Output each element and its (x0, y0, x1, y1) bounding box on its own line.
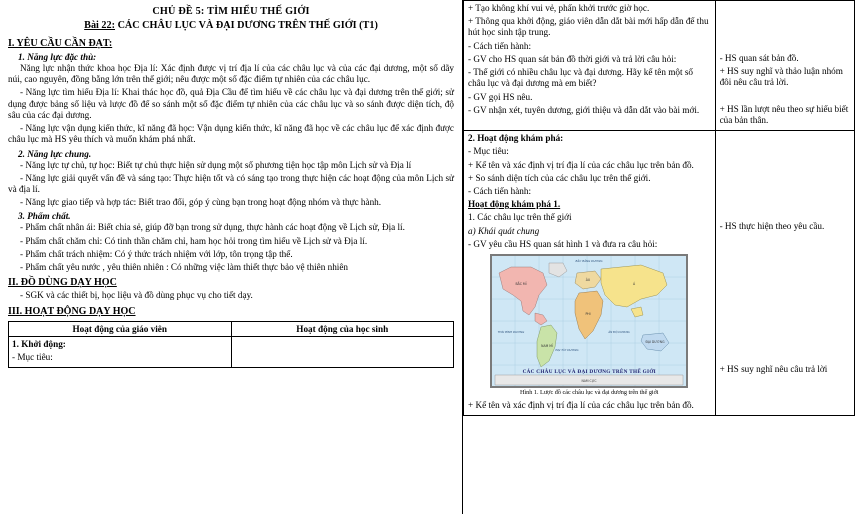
bai-heading (8, 20, 454, 31)
table-cell-teacher (9, 336, 232, 367)
kp-activity-title: Hoạt động khám phá 1. (468, 199, 561, 210)
map-label-nam-cuc: NAM CỰC (581, 379, 597, 384)
world-map-svg (491, 255, 687, 387)
spacer-5 (720, 133, 850, 219)
kp-muc-tieu: - Mục tiêu: (468, 146, 509, 157)
world-map-figure (490, 254, 688, 388)
table-row (464, 131, 855, 416)
section-heading-2: II. ĐỒ DÙNG DẠY HỌC (8, 277, 117, 289)
map-caption: Hình 1. Lược đồ các châu lục và đại dương trên thế giới (519, 389, 659, 397)
table-header-student: Hoạt động của học sinh (231, 321, 454, 336)
map-label-thai-binh-duong: THÁI BÌNH DƯƠNG (497, 330, 525, 335)
right-line-0: + Tạo không khí vui vẻ, phấn khởi trước giờ học. (468, 3, 650, 13)
paragraph-1-2-3: - Năng lực giao tiếp và hợp tác: Biết trao đổi, góp ý cùng bạn trong hoạt động nhóm và thực hành. (20, 197, 382, 208)
kp-a3-response: - HS thực hiện theo yêu cầu. (719, 221, 825, 232)
paragraph-1-1-3: - Năng lực vận dụng kiến thức, kĩ năng đã học: Vận dụng kiến thức, kĩ năng đã học về các châu lục để xác định được châu lục mà HS yêu thích và muốn khám phá nhất. (8, 123, 454, 145)
map-label-bac-mi: BẮC MĨ (515, 282, 527, 287)
spacer-2 (720, 16, 850, 38)
paragraph-1-3-1: - Phẩm chất nhân ái: Biết chia sẻ, giúp đỡ bạn trong sử dụng, thực hành các hoạt động về Lịch sử, Địa lí. (20, 222, 405, 233)
paragraph-1-1-2: - Năng lực tìm hiểu Địa lí: Khai thác học đồ, quả Địa Cầu để tìm hiểu về các châu lục và đại dương trên thế giới; sử dụng được bảng số liệu và lược đồ để so sánh một số đặc điểm tự nhiên của các châu lục và so sánh được diện tích, độ sâu của các đại dương. (8, 87, 454, 120)
table-row (9, 336, 454, 367)
teacher-cell-2 (464, 131, 716, 416)
map-label-au: ÂU (586, 278, 591, 283)
right-line-4: - Thế giới có nhiều châu lục và đại dương. Hãy kể tên một số châu lục và đại dương mà em biết? (468, 67, 694, 89)
student-cell-2 (715, 131, 854, 416)
kp-cach-tien-hanh: - Cách tiến hành: (468, 185, 532, 196)
map-label-a: Á (633, 282, 636, 287)
subheading-1-1: 1. Năng lực đặc thù: (18, 52, 97, 62)
kp-a1: 1. Các châu lục trên thế giới (468, 212, 572, 223)
paragraph-1-1-1: Năng lực nhận thức khoa học Địa lí: Xác định được vị trí địa lí của các châu lục và của các đại dương, một số dãy núi, cao nguyên, đồng bằng lớn trên thế giới; nêu được một số đặc điểm tự nhiên của các châu lục. (8, 63, 454, 85)
kp-a4: + Kể tên và xác định vị trí địa lí của các châu lục trên bản đồ. (468, 399, 694, 410)
activity-label-khoi-dong: 1. Khởi động: (12, 338, 66, 349)
paragraph-1-2-1: - Năng lực tự chủ, tự học: Biết tự chủ thực hiện sử dụng một số phương tiện học tập môn Lịch sử và Địa lí (20, 159, 412, 170)
spacer-1 (720, 3, 850, 14)
table-row (464, 1, 855, 131)
activity-muc-tieu: - Mục tiêu: (12, 351, 53, 362)
lesson-activity-table (8, 321, 454, 368)
spacer-6 (720, 234, 850, 362)
right-line-5: - GV gọi HS nêu. (468, 91, 533, 102)
map-label-dai-duong: ĐẠI DƯƠNG (645, 340, 665, 345)
kp-muc-tieu-2: + So sánh diện tích của các châu lục trên thế giới. (468, 172, 651, 183)
bai-title: CÁC CHÂU LỤC VÀ ĐẠI DƯƠNG TRÊN THẾ GIỚI (T1) (117, 20, 378, 31)
kp-a4-response: + HS suy nghĩ nêu câu trả lời (719, 364, 828, 375)
kp-muc-tieu-1: + Kể tên và xác định vị trí địa lí của các châu lục trên bản đồ. (468, 159, 694, 170)
table-header-teacher: Hoạt động của giáo viên (9, 321, 232, 336)
right-line-2: - Cách tiến hành: (468, 40, 532, 51)
paragraph-1-3-2: - Phẩm chất chăm chỉ: Có tinh thần chăm chỉ, ham học hỏi trong tìm hiểu về Lịch sử và Địa lí. (20, 235, 368, 246)
kp-a2: a) Khái quát chung (468, 225, 540, 236)
map-label-an-do-duong: ẤN ĐỘ DƯƠNG (608, 330, 631, 335)
subheading-1-2: 2. Năng lực chung. (18, 148, 92, 159)
map-label-phi: PHI (585, 312, 591, 317)
right-line-1: + Thông qua khởi động, giáo viên dẫn dắt bài mới hấp dẫn để thu hút học sinh tập trung. (468, 16, 709, 38)
right-resp-6: + HS lần lượt nêu theo sự hiểu biết của bản thân. (719, 103, 849, 125)
right-column (462, 0, 855, 514)
subheading-1-3: 3. Phẩm chất. (18, 211, 71, 222)
map-label-bac-bang-duong: BẮC BĂNG DƯƠNG (575, 259, 603, 264)
section-heading-3: III. HOẠT ĐỘNG DẠY HỌC (8, 305, 136, 317)
section-heading-1: I. YÊU CẦU CẦN ĐẠT: (8, 38, 113, 49)
spacer-4 (720, 91, 850, 102)
paragraph-2-1: - SGK và các thiết bị, học liệu và đồ dùng phục vụ cho tiết dạy. (20, 290, 253, 301)
right-resp-4: + HS suy nghĩ và thảo luận nhóm đôi nêu câu trả lời. (719, 66, 843, 88)
table-header-row (9, 321, 454, 336)
map-label-nam-mi: NAM MĨ (541, 344, 554, 349)
paragraph-1-3-4: - Phẩm chất yêu nước , yêu thiên nhiên : Có những việc làm thiết thực bảo vệ thiên nhiên (20, 262, 349, 273)
teacher-cell (464, 1, 716, 131)
right-activity-table (463, 0, 855, 416)
spacer-3 (720, 40, 850, 51)
table-cell-student (231, 336, 454, 367)
paragraph-1-3-3: - Phẩm chất trách nhiệm: Có ý thức trách nhiệm với lớp, tôn trọng tập thể. (20, 248, 293, 259)
map-label-dai-tay-duong: ĐẠI TÂY DƯƠNG (555, 348, 579, 353)
heading-hoat-dong-kham-pha: 2. Hoạt động khám phá: (468, 133, 564, 144)
student-cell (715, 1, 854, 131)
paragraph-1-2-2: - Năng lực giải quyết vấn đề và sáng tạo: Thực hiện tốt và có sáng tạo trong thực hiện các hoạt động của môn Lịch sử và địa lí. (8, 172, 454, 194)
chu-de-heading: CHỦ ĐỀ 5: TÌM HIỂU THẾ GIỚI (152, 6, 310, 17)
right-line-6: - GV nhận xét, tuyên dương, giới thiệu và dẫn dắt vào bài mới. (468, 104, 700, 115)
right-resp-3: - HS quan sát bản đồ. (719, 53, 799, 63)
map-inner-title: CÁC CHÂU LỤC VÀ ĐẠI DƯƠNG TRÊN THẾ GIỚI (522, 368, 656, 375)
bai-label: Bài 22: (84, 20, 116, 31)
kp-a3: - GV yêu cầu HS quan sát hình 1 và đưa ra câu hỏi: (468, 238, 658, 249)
right-line-3: - GV cho HS quan sát bản đồ thời giới và trả lời câu hỏi: (468, 53, 677, 64)
